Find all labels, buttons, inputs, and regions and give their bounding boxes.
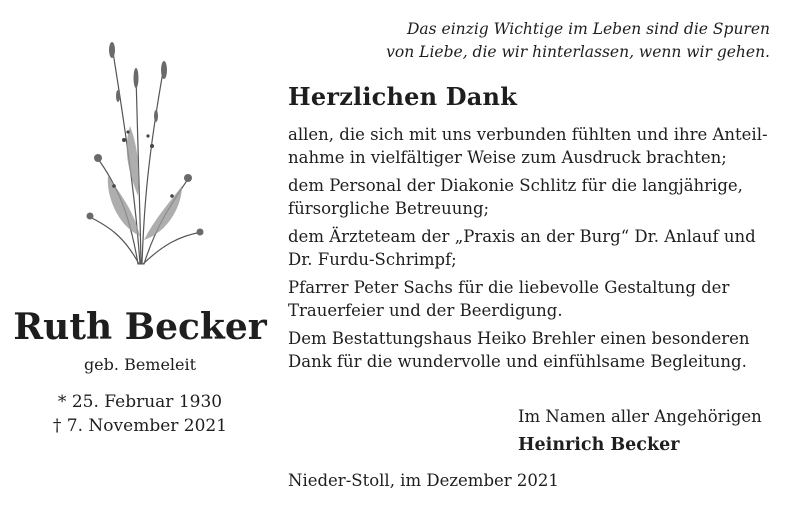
deceased-name: Ruth Becker [13,306,267,348]
thanks-paragraph [288,277,788,322]
text-line: nahme in vielfältiger Weise zum Ausdruck brachten; [288,147,727,167]
text-line: Dr. Furdu-Schrimpf; [288,249,457,269]
text-line: Dem Bestattungshaus Heiko Brehler einen besonderen [288,329,750,348]
dried-flower-bouquet-image [78,36,208,266]
thanks-paragraph [288,226,788,271]
thanks-paragraph [288,328,788,373]
birth-name: geb. Bemeleit [83,355,197,374]
text-line: Pfarrer Peter Sachs für die liebevolle Gestaltung der [288,278,730,297]
text-line: dem Personal der Diakonie Schlitz für die langjährige, [288,176,743,195]
text-line: dem Ärzteteam der „Praxis an der Burg“ Dr. Anlauf und [288,227,756,246]
birth-date: * 25. Februar 1930 [57,392,223,412]
text-line: allen, die sich mit uns verbunden fühlten und ihre Anteil- [288,125,768,144]
closing-line: Im Namen aller Angehörigen [518,407,762,426]
thanks-paragraph [288,175,788,220]
quote-line: von Liebe, die wir hinterlassen, wenn wir gehen. [386,43,770,61]
text-line: fürsorgliche Betreuung; [288,198,490,218]
thanks-heading: Herzlichen Dank [288,82,518,111]
death-date: † 7. November 2021 [52,416,228,436]
thanks-body [288,124,788,379]
life-dates [0,390,280,438]
memorial-quote [250,18,770,64]
quote-line: Das einzig Wichtige im Leben sind die Spuren [407,20,770,38]
signer-name: Heinrich Becker [518,435,680,455]
text-line: Dank für die wundervolle und einfühlsame Begleitung. [288,351,747,371]
text-line: Trauerfeier und der Beerdigung. [288,300,563,320]
thanks-paragraph [288,124,788,169]
place-date: Nieder-Stoll, im Dezember 2021 [288,471,559,490]
